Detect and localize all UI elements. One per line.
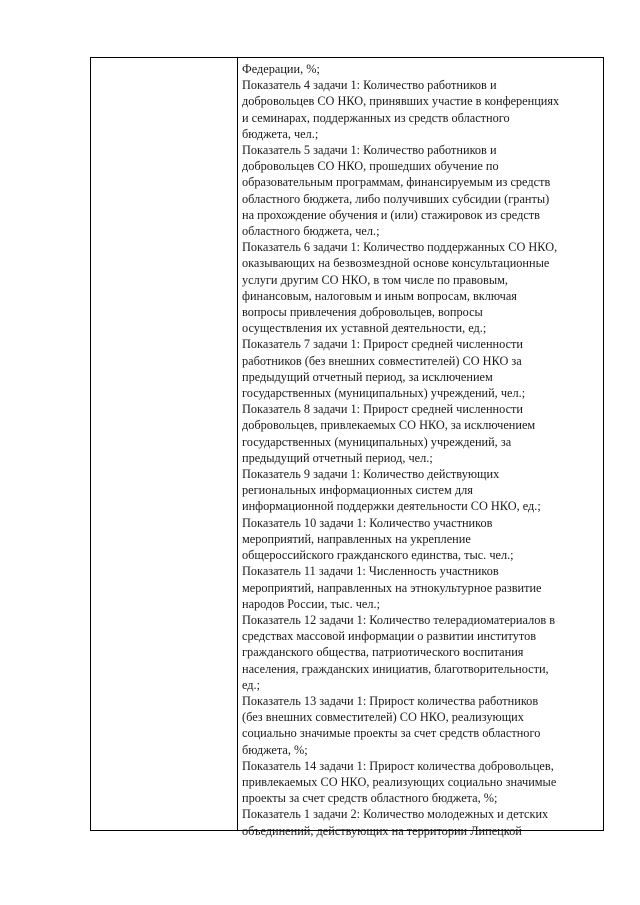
text-line: услуги другим СО НКО, в том числе по правовым,: [242, 272, 508, 287]
text-line: предыдущий отчетный период, за исключением: [242, 369, 493, 384]
text-line: (без внешних совместителей) СО НКО, реализующих: [242, 710, 524, 725]
text-line: населения, гражданских инициатив, благотворительности,: [242, 661, 549, 676]
text-line: образовательным программам, финансируемым из средств: [242, 175, 551, 190]
text-line: Показатель 12 задачи 1: Количество телерадиоматериалов в: [242, 612, 556, 627]
text-line: общероссийского гражданского единства, тыс. чел.;: [242, 548, 514, 563]
text-line: Показатель 9 задачи 1: Количество действующих: [242, 467, 500, 482]
text-line: областного бюджета, чел.;: [242, 224, 380, 239]
text-line: Показатель 10 задачи 1: Количество участников: [242, 515, 493, 530]
document-table: [90, 57, 604, 838]
text-line: средствах массовой информации о развитии институтов: [242, 629, 537, 644]
text-line: Показатель 6 задачи 1: Количество поддержанных СО НКО,: [242, 240, 558, 255]
text-line: Показатель 13 задачи 1: Прирост количества работников: [242, 693, 539, 708]
text-line: на прохождение обучения и (или) стажировок из средств: [242, 207, 540, 222]
text-line: добровольцев СО НКО, прошедших обучение по: [242, 159, 499, 174]
text-line: работников (без внешних совместителей) СО НКО за: [242, 353, 522, 368]
text-line: проекты за счет средств областного бюджета, %;: [242, 791, 498, 806]
text-line: привлекаемых СО НКО, реализующих социально значимые: [242, 774, 557, 789]
text-line: информационной поддержки деятельности СО НКО, ед.;: [242, 499, 541, 514]
text-line: социально значимые проекты за счет средств областного: [242, 726, 541, 741]
indicators-text-cell: [242, 61, 601, 838]
text-line: гражданского общества, патриотического воспитания: [242, 645, 524, 660]
text-line: Показатель 8 задачи 1: Прирост средней численности: [242, 402, 523, 417]
text-line: осуществления их уставной деятельности, ед.;: [242, 321, 487, 336]
text-line: и семинарах, поддержанных из средств областного: [242, 110, 510, 125]
text-line: Показатель 1 задачи 2: Количество молодежных и детских: [242, 807, 549, 822]
text-line: оказывающих на безвозмездной основе консультационные: [242, 256, 550, 271]
text-line: бюджета, %;: [242, 742, 308, 757]
column-divider: [237, 58, 238, 830]
text-line: финансовым, налоговым и иным вопросам, включая: [242, 288, 517, 303]
text-line: Показатель 7 задачи 1: Прирост средней численности: [242, 337, 523, 352]
text-line: добровольцев СО НКО, принявших участие в конференциях: [242, 94, 560, 109]
text-line: Федерации, %;: [242, 62, 320, 76]
text-line: предыдущий отчетный период, чел.;: [242, 450, 433, 465]
text-line: государственных (муниципальных) учреждений, чел.;: [242, 386, 526, 401]
text-line: региональных информационных систем для: [242, 483, 473, 498]
text-line: мероприятий, направленных на укрепление: [242, 531, 471, 546]
text-line: областного бюджета, либо получивших субсидии (гранты): [242, 191, 550, 206]
text-line: государственных (муниципальных) учреждений, за: [242, 434, 512, 449]
text-line: народов России, тыс. чел.;: [242, 596, 380, 611]
text-line: бюджета, чел.;: [242, 126, 319, 141]
text-line: вопросы привлечения добровольцев, вопросы: [242, 305, 483, 320]
text-line: объединений, действующих на территории Липецкой: [242, 823, 522, 838]
text-line: Показатель 11 задачи 1: Численность участников: [242, 564, 499, 579]
text-line: ед.;: [242, 677, 261, 692]
text-line: Показатель 14 задачи 1: Прирост количества добровольцев,: [242, 758, 554, 773]
left-cell-empty: [91, 58, 237, 830]
text-line: мероприятий, направленных на этнокультурное развитие: [242, 580, 542, 595]
text-line: Показатель 4 задачи 1: Количество работников и: [242, 78, 497, 93]
text-line: добровольцев, привлекаемых СО НКО, за исключением: [242, 418, 536, 433]
text-line: Показатель 5 задачи 1: Количество работников и: [242, 143, 497, 158]
